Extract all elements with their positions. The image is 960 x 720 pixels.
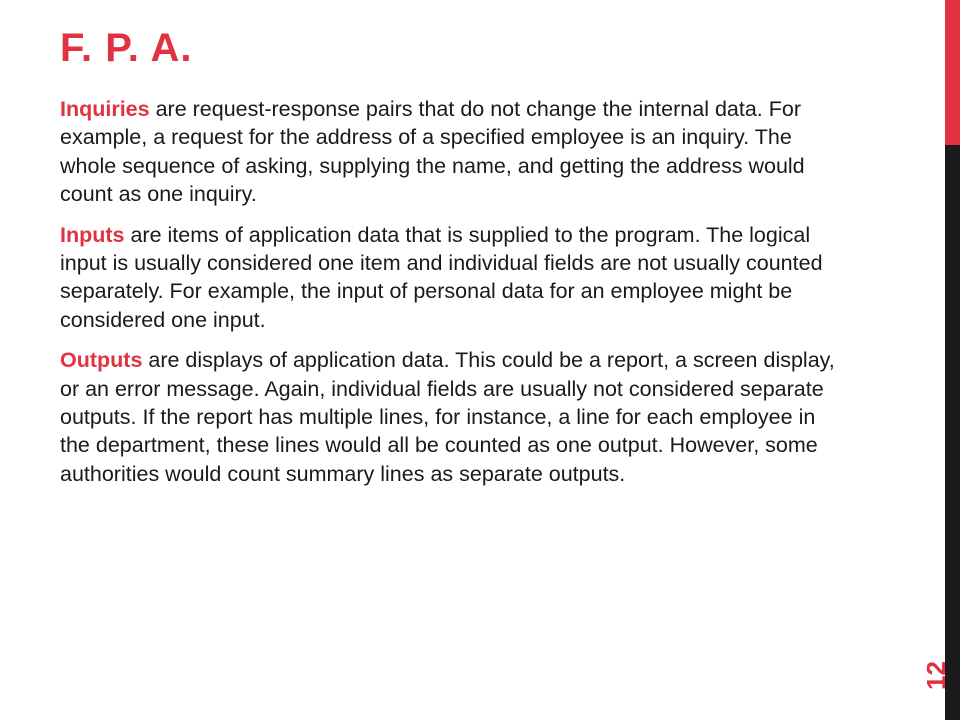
slide-title: F. P. A.: [60, 26, 193, 70]
paragraph-inputs: [60, 221, 850, 335]
side-dark-bar: [945, 145, 960, 720]
side-accent-bar: [945, 0, 960, 145]
paragraph-outputs: [60, 346, 850, 488]
term-outputs: Outputs: [60, 348, 143, 373]
paragraph-outputs-text: are displays of application data. This could be a report, a screen display, or an error message. Again, individual fields are usually not considered separate outputs. If the report has multiple lines, for instance, a line for each employee in the department, these lines would all be counted as one output. However, some authorities would count summary lines as separate outputs.: [60, 348, 835, 486]
paragraph-inquiries-text: are request-response pairs that do not change the internal data. For example, a request for the address of a specified employee is an inquiry. The whole sequence of asking, supplying the name, and getting the address would count as one inquiry.: [60, 97, 805, 207]
term-inputs: Inputs: [60, 222, 125, 247]
paragraph-inquiries: [60, 95, 850, 209]
term-inquiries: Inquiries: [60, 97, 150, 121]
slide-content: [60, 95, 850, 500]
slide-number: 12: [921, 661, 951, 690]
paragraph-inputs-text: are items of application data that is supplied to the program. The logical input is usually considered one item and individual fields are not usually counted separately. For example, the input of personal data for an employee might be considered one input.: [60, 222, 823, 332]
